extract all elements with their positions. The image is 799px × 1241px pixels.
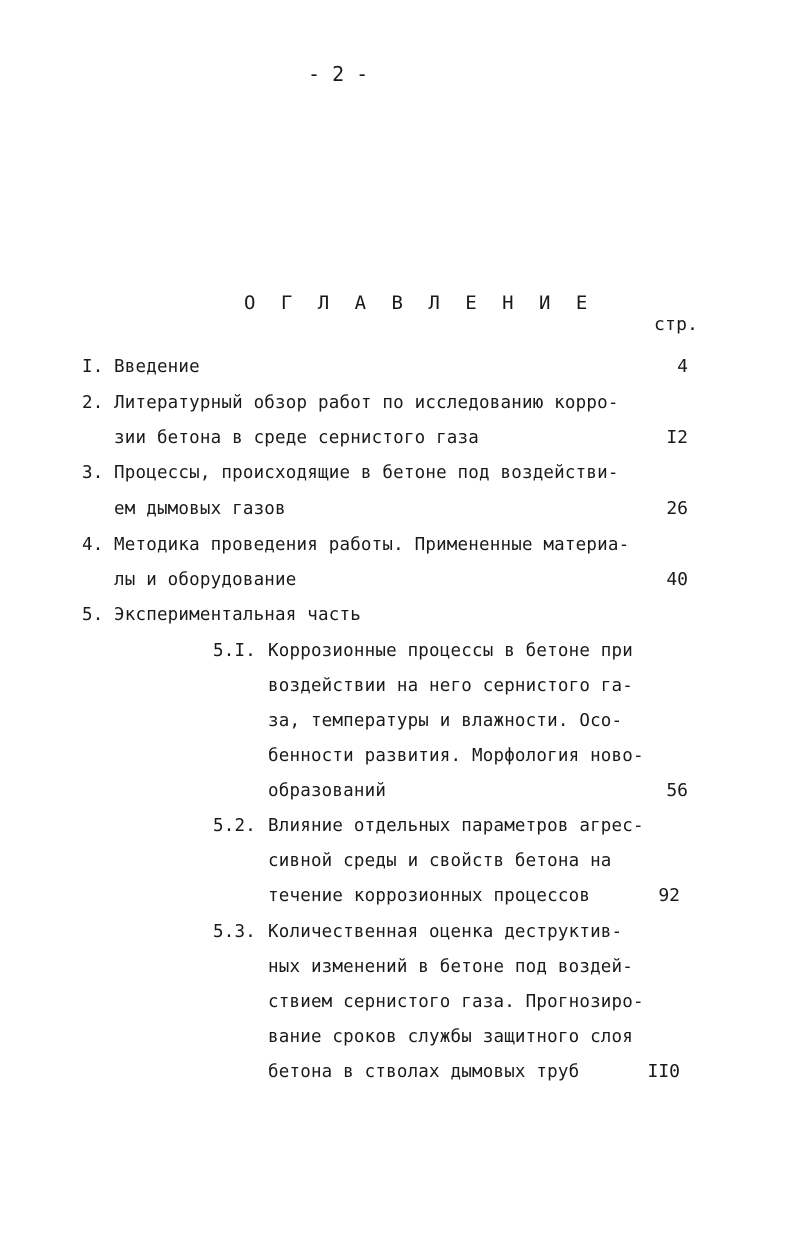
subentry-line: течение коррозионных процессов [268,886,591,906]
entry-line: ем дымовых газов [114,499,286,519]
entry-number: 5. [82,605,104,625]
entry-line: Литературный обзор работ по исследованию корро- [114,393,619,413]
subentry-line: за, температуры и влажности. Осо- [268,711,623,731]
subentry-page: 92 [658,885,680,906]
subentry-line: вание сроков службы защитного слоя [268,1027,634,1047]
page-number: - 2 - [308,62,369,86]
subentry-line: бетона в стволах дымовых труб [268,1062,580,1082]
entry-line: Экспериментальная часть [114,605,361,625]
entry-line: Введение [114,357,200,377]
entry-number: 3. [82,463,104,483]
page-column-label: стр. [654,314,699,335]
subentry-line: ствием сернистого газа. Прогнозиро- [268,992,644,1012]
entry-page: I2 [666,427,688,448]
subentry-page: II0 [647,1061,680,1082]
entry-page: 26 [666,498,688,519]
subentry-line: Коррозионные процессы в бетоне при [268,641,634,661]
entry-number: 4. [82,535,104,555]
entry-line: зии бетона в среде сернистого газа [114,428,480,448]
subentry-line: ных изменений в бетоне под воздей- [268,957,634,977]
entry-page: 4 [677,356,688,377]
subentry-line: воздействии на него сернистого га- [268,676,634,696]
subentry-number: 5.3. [213,922,256,942]
entry-number: I. [82,357,104,377]
toc-title: О Г Л А В Л Е Н И Е [244,292,595,314]
entry-line: лы и оборудование [114,570,297,590]
subentry-line: образований [268,781,387,801]
entry-number: 2. [82,393,104,413]
entry-line: Процессы, происходящие в бетоне под воздействи- [114,463,619,483]
subentry-line: Влияние отдельных параметров агрес- [268,816,644,836]
entry-line: Методика проведения работы. Примененные материа- [114,535,630,555]
subentry-line: бенности развития. Морфология ново- [268,746,644,766]
entry-page: 40 [666,569,688,590]
subentry-line: Количественная оценка деструктив- [268,922,623,942]
subentry-page: 56 [666,780,688,801]
subentry-line: сивной среды и свойств бетона на [268,851,612,871]
subentry-number: 5.I. [213,641,256,661]
subentry-number: 5.2. [213,816,256,836]
